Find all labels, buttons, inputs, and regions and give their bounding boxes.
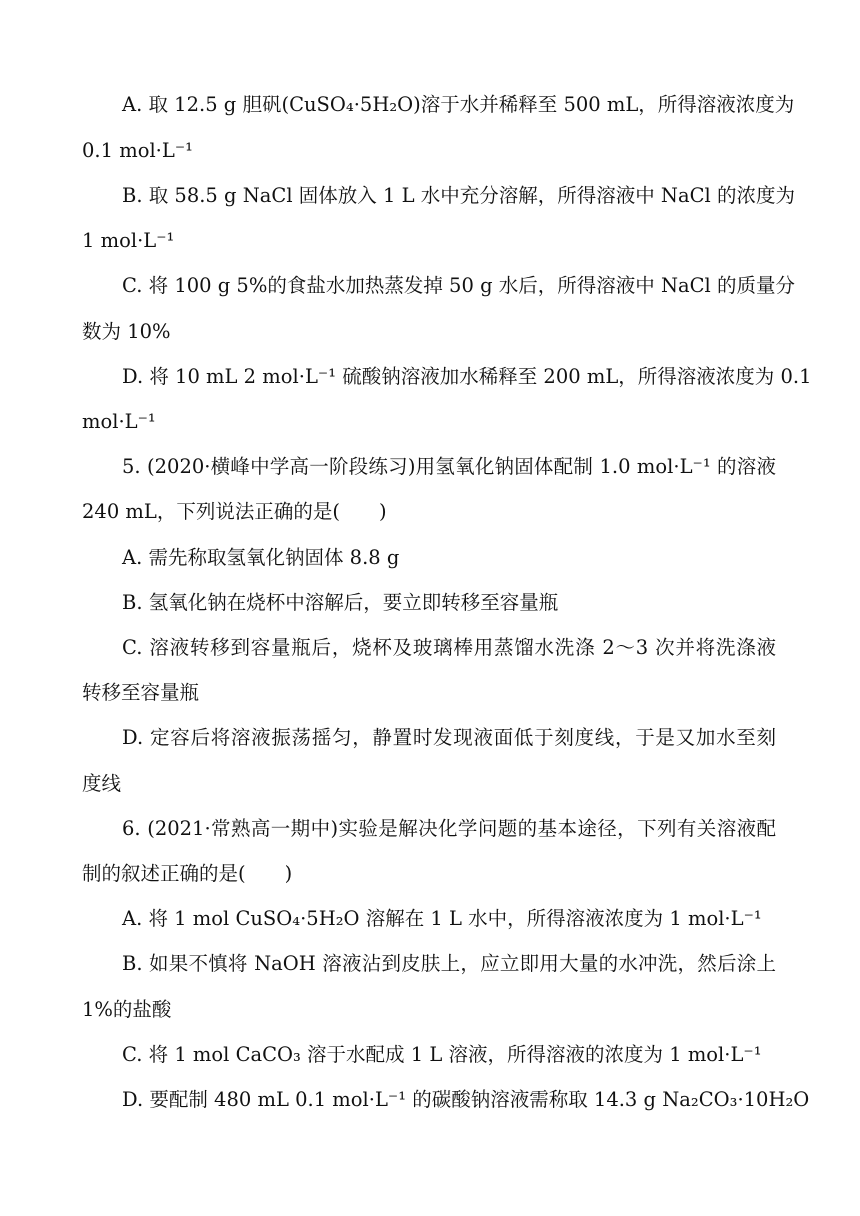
q6-option-a: A. 将 1 mol CuSO₄·5H₂O 溶解在 1 L 水中，所得溶液浓度为 1 mol·L⁻¹	[122, 907, 762, 930]
q6-option-c: C. 将 1 mol CaCO₃ 溶于水配成 1 L 溶液，所得溶液的浓度为 1 mol·L⁻¹	[122, 1043, 762, 1066]
q6-stem-line1: 6. (2021·常熟高一期中)实验是解决化学问题的基本途径，下列有关溶液配	[122, 817, 776, 840]
q4-option-d-line2: mol·L⁻¹	[82, 410, 156, 433]
q6-option-d: D. 要配制 480 mL 0.1 mol·L⁻¹ 的碳酸钠溶液需称取 14.3 g Na₂CO₃·10H₂O	[122, 1088, 810, 1111]
q4-option-d-line1: D. 将 10 mL 2 mol·L⁻¹ 硫酸钠溶液加水稀释至 200 mL，所得溶液浓度为 0.1	[122, 365, 812, 388]
q5-option-d-line1: D. 定容后将溶液振荡摇匀，静置时发现液面低于刻度线，于是又加水至刻	[122, 726, 776, 749]
q6-option-b-line1: B. 如果不慎将 NaOH 溶液沾到皮肤上，应立即用大量的水冲洗，然后涂上	[122, 952, 776, 975]
q4-option-b-line2: 1 mol·L⁻¹	[82, 229, 175, 252]
q5-stem-line2: 240 mL，下列说法正确的是( )	[82, 500, 387, 523]
q4-option-c-line2: 数为 10%	[82, 320, 171, 343]
q4-option-a-line1: A. 取 12.5 g 胆矾(CuSO₄·5H₂O)溶于水并稀释至 500 mL，所得溶液浓度为	[122, 93, 795, 116]
q4-option-b-line1: B. 取 58.5 g NaCl 固体放入 1 L 水中充分溶解，所得溶液中 NaCl 的浓度为	[122, 184, 795, 207]
q5-option-d-line2: 度线	[82, 772, 122, 795]
q5-option-c-line2: 转移至容量瓶	[82, 681, 200, 704]
q5-option-c-line1: C. 溶液转移到容量瓶后，烧杯及玻璃棒用蒸馏水洗涤 2～3 次并将洗涤液	[122, 636, 776, 659]
q4-option-c-line1: C. 将 100 g 5%的食盐水加热蒸发掉 50 g 水后，所得溶液中 NaCl 的质量分	[122, 274, 795, 297]
q6-stem-line2: 制的叙述正确的是( )	[82, 862, 293, 885]
q5-stem-line1: 5. (2020·横峰中学高一阶段练习)用氢氧化钠固体配制 1.0 mol·L⁻¹ 的溶液	[122, 455, 776, 478]
q5-option-a: A. 需先称取氢氧化钠固体 8.8 g	[122, 546, 400, 569]
q5-option-b: B. 氢氧化钠在烧杯中溶解后，要立即转移至容量瓶	[122, 591, 559, 614]
q4-option-a-line2: 0.1 mol·L⁻¹	[82, 139, 193, 162]
q6-option-b-line2: 1%的盐酸	[82, 998, 172, 1021]
